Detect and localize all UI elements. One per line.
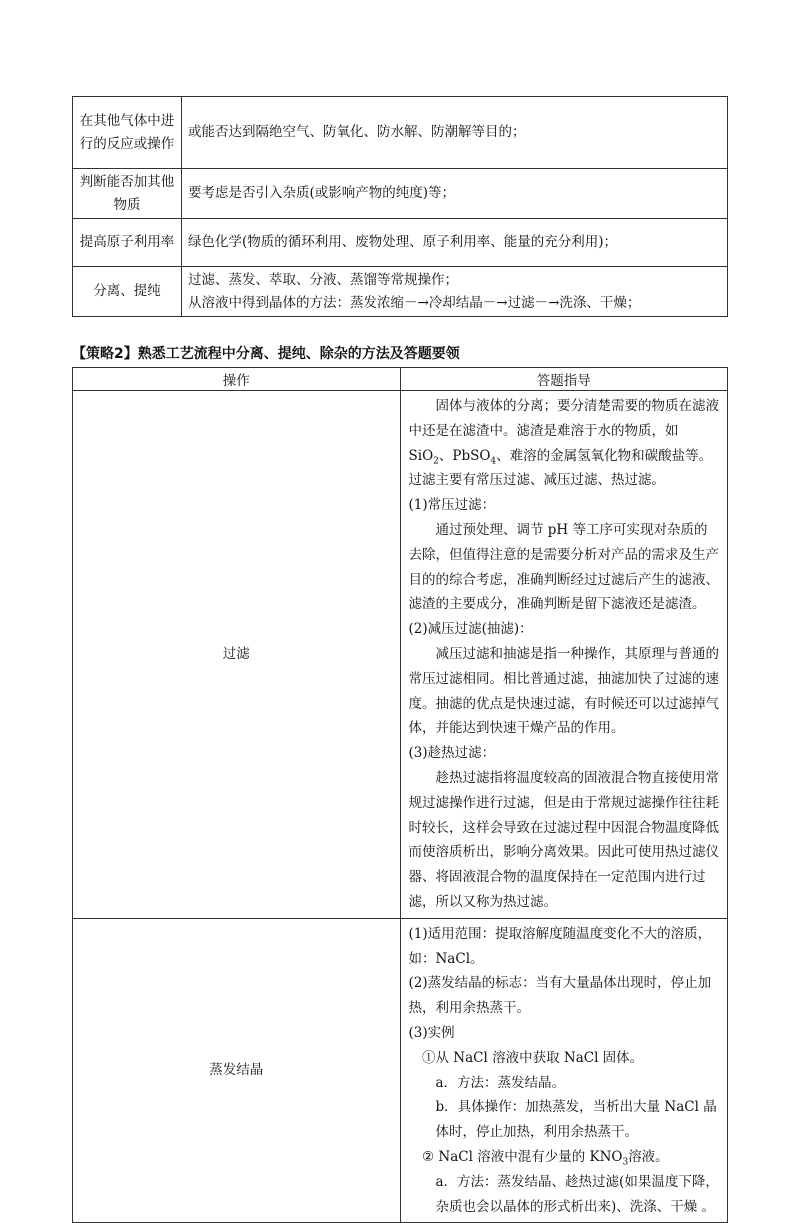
table-row bbox=[73, 97, 728, 169]
row-value bbox=[182, 267, 728, 317]
line: b．具体操作：加热蒸发，当析出大量 NaCl 晶体时，停止加热，利用余热蒸干。 bbox=[435, 1099, 717, 1141]
subheading: (1)常压过滤： bbox=[408, 497, 496, 514]
row-label-evap: 蒸发结晶 bbox=[73, 918, 401, 1223]
paragraph: 通过预处理、调节 pH 等工序可实现对杂质的去除，但值得注意的是需要分析对产品的需求及生产目的的综合考虑，准确判断经过过滤后产生的滤液、滤渣的主要成分，准确判断是留下滤液还是滤渣。 bbox=[408, 521, 719, 613]
table-row bbox=[73, 918, 728, 1223]
section-heading: 【策略2】熟悉工艺流程中分离、提纯、除杂的方法及答题要领 bbox=[72, 346, 460, 362]
line: (1)适用范围：提取溶解度随温度变化不大的溶质，如：NaCl。 bbox=[408, 925, 712, 967]
evap-guide bbox=[400, 918, 728, 1223]
line: ② NaCl 溶液中混有少量的 $KNO_3$溶液。 bbox=[422, 1148, 669, 1168]
row-label: 提高原子利用率 bbox=[73, 219, 182, 267]
table-header-row bbox=[73, 368, 728, 391]
paragraph: 固体与液体的分离；要分清楚需要的物质在滤液中还是在滤渣中。滤渣是难溶于水的物质，如 SiO$_2$、PbSO$_4$、难溶的金属氢氧化物和碳酸盐等。过滤主要有常压过滤、减压过滤、热过滤。 bbox=[408, 398, 719, 489]
paragraph: 减压过滤和抽滤是指一种操作，其原理与普通的常压过滤相同。相比普通过滤，抽滤加快了过滤的速度。抽滤的优点是快速过滤，有时候还可以过滤掉气体，并能达到快速干燥产品的作用。 bbox=[408, 645, 719, 737]
table-row bbox=[73, 267, 728, 317]
line: a．方法：蒸发结晶、趁热过滤(如果温度下降，杂质也会以晶体的形式析出来)、洗涤、干燥 。 bbox=[435, 1173, 719, 1215]
line: (3)实例 bbox=[408, 1024, 455, 1041]
table-row bbox=[73, 169, 728, 219]
row-value: 要考虑是否引入杂质(或影响产物的纯度)等； bbox=[182, 169, 728, 219]
value-line: 从溶液中得到晶体的方法：蒸发浓缩－→冷却结晶－→过滤－→洗涤、干燥； bbox=[188, 294, 641, 311]
paragraph: 趁热过滤指将温度较高的固液混合物直接使用常规过滤操作进行过滤，但是由于常规过滤操作往往耗时较长，这样会导致在过滤过程中因混合物温度降低而使溶质析出，影响分离效果。因此可使用热过滤仪器、将固液混合物的温度保持在一定范围内进行过滤，所以又称为热过滤。 bbox=[408, 769, 719, 910]
row-label: 判断能否加其他物质 bbox=[73, 169, 182, 219]
line: ①从 NaCl 溶液中获取 NaCl 固体。 bbox=[422, 1049, 644, 1066]
line: a．方法：蒸发结晶。 bbox=[435, 1074, 566, 1091]
subheading: (2)减压过滤(抽滤)： bbox=[408, 621, 533, 638]
table-row bbox=[73, 391, 728, 919]
header-guide: 答题指导 bbox=[400, 368, 728, 391]
value-line: 过滤、蒸发、萃取、分液、蒸馏等常规操作； bbox=[188, 271, 458, 288]
filter-guide bbox=[400, 391, 728, 919]
conditions-table bbox=[72, 96, 728, 317]
row-value: 绿色化学(物质的循环利用、废物处理、原子利用率、能量的充分利用)； bbox=[182, 219, 728, 267]
row-label: 在其他气体中进行的反应或操作 bbox=[73, 97, 182, 169]
separation-table bbox=[72, 367, 728, 1223]
subheading: (3)趁热过滤： bbox=[408, 745, 496, 762]
header-operation: 操作 bbox=[73, 368, 401, 391]
row-value: 或能否达到隔绝空气、防氧化、防水解、防潮解等目的； bbox=[182, 97, 728, 169]
line: (2)蒸发结晶的标志：当有大量晶体出现时，停止加热，利用余热蒸干。 bbox=[408, 975, 712, 1017]
table-row bbox=[73, 219, 728, 267]
row-label: 分离、提纯 bbox=[73, 267, 182, 317]
row-label-filter: 过滤 bbox=[73, 391, 401, 919]
